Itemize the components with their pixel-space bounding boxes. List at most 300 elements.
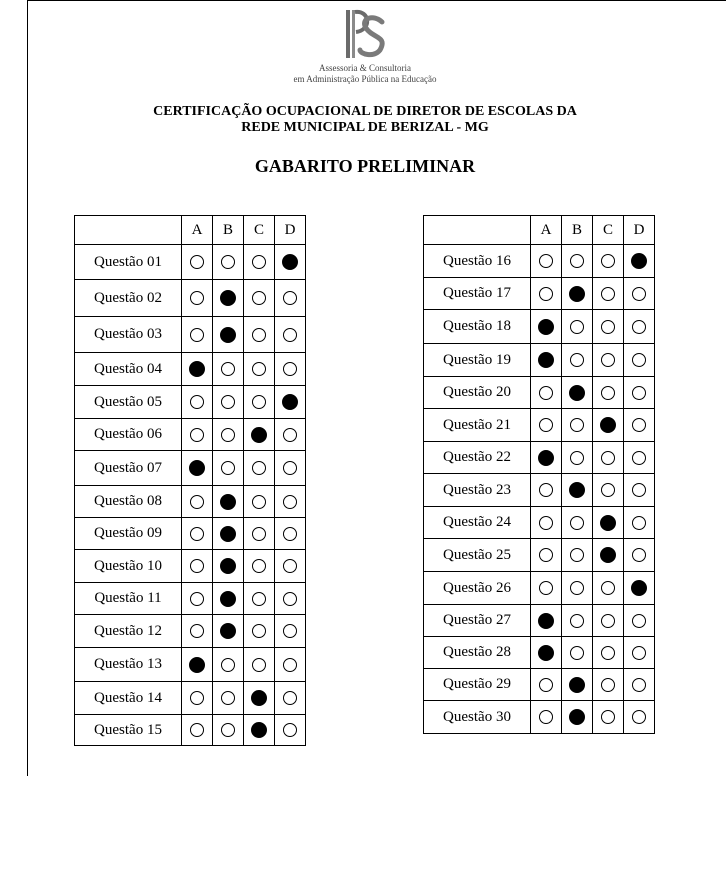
answer-cell-b	[213, 245, 244, 280]
question-label: Questão 14	[75, 682, 182, 715]
question-label: Questão 03	[75, 317, 182, 353]
question-row	[75, 615, 306, 648]
empty-bubble-icon	[570, 516, 584, 530]
filled-bubble-icon	[631, 580, 647, 596]
question-row	[424, 442, 655, 474]
empty-bubble-icon	[570, 614, 584, 628]
question-row	[424, 605, 655, 637]
question-label: Questão 15	[75, 715, 182, 746]
answer-cell-c	[593, 442, 624, 474]
header-blank-cell	[424, 216, 531, 245]
answer-cell-d	[275, 386, 306, 419]
answer-cell-b	[562, 409, 593, 442]
question-row	[75, 245, 306, 280]
question-row	[75, 518, 306, 550]
page-border-left	[27, 0, 28, 776]
question-row	[424, 507, 655, 539]
empty-bubble-icon	[539, 483, 553, 497]
empty-bubble-icon	[221, 723, 235, 737]
empty-bubble-icon	[539, 678, 553, 692]
answer-cell-b	[213, 486, 244, 518]
answer-cell-b	[213, 682, 244, 715]
answer-cell-a	[531, 344, 562, 377]
empty-bubble-icon	[601, 254, 615, 268]
empty-bubble-icon	[570, 646, 584, 660]
question-row	[424, 310, 655, 344]
question-label: Questão 26	[424, 572, 531, 605]
option-header-b: B	[213, 216, 244, 245]
empty-bubble-icon	[190, 691, 204, 705]
answer-cell-c	[244, 317, 275, 353]
question-label: Questão 30	[424, 701, 531, 734]
empty-bubble-icon	[570, 353, 584, 367]
empty-bubble-icon	[632, 678, 646, 692]
question-row	[424, 474, 655, 507]
filled-bubble-icon	[538, 645, 554, 661]
empty-bubble-icon	[221, 658, 235, 672]
empty-bubble-icon	[283, 291, 297, 305]
filled-bubble-icon	[220, 591, 236, 607]
empty-bubble-icon	[632, 710, 646, 724]
answer-cell-b	[213, 317, 244, 353]
answer-cell-d	[275, 451, 306, 486]
answer-table-right	[423, 215, 655, 734]
empty-bubble-icon	[601, 646, 615, 660]
question-row	[424, 409, 655, 442]
empty-bubble-icon	[632, 614, 646, 628]
question-label: Questão 28	[424, 637, 531, 669]
question-label: Questão 25	[424, 539, 531, 572]
answer-cell-b	[213, 451, 244, 486]
logo-line-2: em Administração Pública na Educação	[293, 74, 437, 84]
answer-cell-d	[275, 550, 306, 583]
filled-bubble-icon	[220, 526, 236, 542]
option-header-c: C	[244, 216, 275, 245]
answer-cell-b	[562, 507, 593, 539]
answer-cell-b	[213, 518, 244, 550]
answer-cell-c	[244, 451, 275, 486]
question-label: Questão 07	[75, 451, 182, 486]
question-label: Questão 19	[424, 344, 531, 377]
option-header-b: B	[562, 216, 593, 245]
company-logo	[330, 6, 400, 62]
empty-bubble-icon	[632, 353, 646, 367]
empty-bubble-icon	[252, 495, 266, 509]
option-header-d: D	[624, 216, 655, 245]
answer-cell-d	[275, 245, 306, 280]
answer-cell-b	[562, 442, 593, 474]
answer-cell-a	[531, 605, 562, 637]
empty-bubble-icon	[252, 624, 266, 638]
answer-cell-d	[275, 682, 306, 715]
empty-bubble-icon	[283, 428, 297, 442]
question-label: Questão 11	[75, 583, 182, 615]
answer-cell-d	[275, 715, 306, 746]
answer-cell-c	[244, 486, 275, 518]
filled-bubble-icon	[282, 254, 298, 270]
title-line-2: REDE MUNICIPAL DE BERIZAL - MG	[241, 120, 489, 135]
answer-cell-b	[562, 669, 593, 701]
empty-bubble-icon	[252, 255, 266, 269]
answer-cell-d	[275, 419, 306, 451]
question-label: Questão 13	[75, 648, 182, 682]
answer-cell-a	[531, 310, 562, 344]
answer-cell-d	[624, 605, 655, 637]
empty-bubble-icon	[283, 691, 297, 705]
empty-bubble-icon	[539, 287, 553, 301]
question-row	[75, 550, 306, 583]
answer-cell-b	[562, 605, 593, 637]
question-row	[424, 701, 655, 734]
answer-cell-b	[562, 572, 593, 605]
filled-bubble-icon	[538, 352, 554, 368]
answer-cell-a	[182, 419, 213, 451]
empty-bubble-icon	[601, 451, 615, 465]
filled-bubble-icon	[569, 677, 585, 693]
question-row	[424, 539, 655, 572]
answer-cell-a	[531, 572, 562, 605]
answer-cell-a	[531, 701, 562, 734]
answer-cell-c	[244, 353, 275, 386]
answer-cell-b	[562, 310, 593, 344]
answer-cell-c	[593, 669, 624, 701]
answer-cell-b	[562, 637, 593, 669]
answer-cell-d	[624, 701, 655, 734]
empty-bubble-icon	[252, 658, 266, 672]
empty-bubble-icon	[632, 483, 646, 497]
answer-table-left	[74, 215, 306, 746]
filled-bubble-icon	[569, 709, 585, 725]
filled-bubble-icon	[189, 361, 205, 377]
empty-bubble-icon	[539, 386, 553, 400]
answer-cell-d	[624, 344, 655, 377]
empty-bubble-icon	[570, 418, 584, 432]
empty-bubble-icon	[252, 559, 266, 573]
question-row	[424, 669, 655, 701]
answer-cell-c	[244, 648, 275, 682]
answer-cell-c	[593, 474, 624, 507]
question-row	[75, 353, 306, 386]
answer-cell-c	[244, 280, 275, 317]
empty-bubble-icon	[252, 461, 266, 475]
answer-cell-c	[593, 310, 624, 344]
answer-cell-a	[182, 518, 213, 550]
filled-bubble-icon	[251, 690, 267, 706]
question-label: Questão 04	[75, 353, 182, 386]
filled-bubble-icon	[538, 613, 554, 629]
title-line-1: CERTIFICAÇÃO OCUPACIONAL DE DIRETOR DE ESCOLAS DA	[153, 104, 577, 119]
answer-cell-d	[624, 539, 655, 572]
filled-bubble-icon	[600, 515, 616, 531]
empty-bubble-icon	[539, 418, 553, 432]
filled-bubble-icon	[189, 657, 205, 673]
answer-cell-d	[624, 278, 655, 310]
empty-bubble-icon	[601, 353, 615, 367]
filled-bubble-icon	[569, 385, 585, 401]
empty-bubble-icon	[539, 516, 553, 530]
option-header-d: D	[275, 216, 306, 245]
empty-bubble-icon	[601, 483, 615, 497]
option-header-c: C	[593, 216, 624, 245]
answer-cell-a	[531, 507, 562, 539]
answer-cell-b	[213, 386, 244, 419]
empty-bubble-icon	[601, 386, 615, 400]
filled-bubble-icon	[220, 623, 236, 639]
answer-cell-a	[182, 386, 213, 419]
answer-cell-c	[593, 605, 624, 637]
question-label: Questão 09	[75, 518, 182, 550]
question-label: Questão 01	[75, 245, 182, 280]
answer-cell-a	[531, 245, 562, 278]
question-label: Questão 12	[75, 615, 182, 648]
answer-cell-a	[531, 669, 562, 701]
question-label: Questão 23	[424, 474, 531, 507]
empty-bubble-icon	[601, 614, 615, 628]
empty-bubble-icon	[283, 461, 297, 475]
answer-cell-d	[275, 518, 306, 550]
answer-cell-b	[562, 245, 593, 278]
question-row	[424, 344, 655, 377]
answer-cell-a	[182, 648, 213, 682]
question-row	[75, 648, 306, 682]
empty-bubble-icon	[252, 362, 266, 376]
empty-bubble-icon	[221, 362, 235, 376]
filled-bubble-icon	[631, 253, 647, 269]
empty-bubble-icon	[632, 646, 646, 660]
answer-cell-d	[624, 637, 655, 669]
empty-bubble-icon	[190, 495, 204, 509]
empty-bubble-icon	[570, 581, 584, 595]
answer-cell-c	[593, 245, 624, 278]
question-label: Questão 02	[75, 280, 182, 317]
filled-bubble-icon	[538, 450, 554, 466]
table-header-row	[424, 216, 655, 245]
page-border-top	[27, 0, 726, 1]
answer-cell-b	[562, 344, 593, 377]
answer-cell-a	[531, 539, 562, 572]
empty-bubble-icon	[221, 428, 235, 442]
option-header-a: A	[531, 216, 562, 245]
answer-cell-c	[244, 682, 275, 715]
answer-cell-a	[182, 682, 213, 715]
document-title	[60, 104, 670, 136]
empty-bubble-icon	[190, 291, 204, 305]
answer-cell-a	[182, 280, 213, 317]
answer-cell-a	[182, 550, 213, 583]
filled-bubble-icon	[220, 290, 236, 306]
answer-cell-d	[275, 317, 306, 353]
option-header-a: A	[182, 216, 213, 245]
empty-bubble-icon	[190, 624, 204, 638]
answer-cell-b	[213, 648, 244, 682]
question-row	[424, 637, 655, 669]
empty-bubble-icon	[190, 428, 204, 442]
empty-bubble-icon	[283, 592, 297, 606]
answer-cell-d	[275, 648, 306, 682]
question-row	[75, 486, 306, 518]
empty-bubble-icon	[601, 710, 615, 724]
empty-bubble-icon	[632, 548, 646, 562]
answer-cell-b	[213, 583, 244, 615]
answer-cell-d	[624, 669, 655, 701]
question-label: Questão 17	[424, 278, 531, 310]
question-row	[75, 451, 306, 486]
logo-line-1: Assessoria & Consultoria	[319, 63, 411, 73]
empty-bubble-icon	[570, 254, 584, 268]
question-row	[75, 715, 306, 746]
empty-bubble-icon	[283, 658, 297, 672]
answer-cell-b	[562, 278, 593, 310]
answer-cell-d	[275, 615, 306, 648]
answer-cell-d	[275, 583, 306, 615]
answer-cell-d	[275, 280, 306, 317]
answer-cell-a	[531, 377, 562, 409]
empty-bubble-icon	[190, 395, 204, 409]
answer-cell-c	[593, 572, 624, 605]
answer-cell-d	[624, 507, 655, 539]
filled-bubble-icon	[220, 494, 236, 510]
empty-bubble-icon	[539, 581, 553, 595]
answer-cell-b	[213, 280, 244, 317]
answer-cell-a	[182, 245, 213, 280]
empty-bubble-icon	[283, 328, 297, 342]
answer-cell-c	[244, 245, 275, 280]
empty-bubble-icon	[632, 287, 646, 301]
filled-bubble-icon	[282, 394, 298, 410]
empty-bubble-icon	[632, 418, 646, 432]
question-label: Questão 16	[424, 245, 531, 278]
answer-cell-c	[244, 518, 275, 550]
answer-cell-a	[531, 442, 562, 474]
answer-cell-a	[182, 353, 213, 386]
empty-bubble-icon	[252, 328, 266, 342]
empty-bubble-icon	[252, 395, 266, 409]
question-row	[75, 419, 306, 451]
answer-cell-b	[562, 701, 593, 734]
empty-bubble-icon	[632, 451, 646, 465]
table-header-row	[75, 216, 306, 245]
empty-bubble-icon	[632, 320, 646, 334]
empty-bubble-icon	[283, 624, 297, 638]
answer-cell-a	[182, 715, 213, 746]
answer-cell-c	[593, 344, 624, 377]
empty-bubble-icon	[601, 287, 615, 301]
answer-cell-c	[593, 409, 624, 442]
empty-bubble-icon	[601, 678, 615, 692]
question-row	[424, 278, 655, 310]
answer-cell-d	[624, 310, 655, 344]
answer-cell-a	[531, 637, 562, 669]
answer-cell-a	[531, 474, 562, 507]
answer-cell-d	[624, 377, 655, 409]
filled-bubble-icon	[569, 482, 585, 498]
answer-cell-a	[531, 409, 562, 442]
question-row	[75, 317, 306, 353]
question-row	[424, 377, 655, 409]
answer-cell-c	[244, 386, 275, 419]
filled-bubble-icon	[220, 558, 236, 574]
filled-bubble-icon	[251, 722, 267, 738]
empty-bubble-icon	[190, 255, 204, 269]
empty-bubble-icon	[539, 710, 553, 724]
question-label: Questão 08	[75, 486, 182, 518]
answer-cell-c	[593, 278, 624, 310]
question-label: Questão 24	[424, 507, 531, 539]
question-label: Questão 21	[424, 409, 531, 442]
empty-bubble-icon	[283, 723, 297, 737]
empty-bubble-icon	[570, 451, 584, 465]
empty-bubble-icon	[632, 516, 646, 530]
answer-cell-c	[593, 539, 624, 572]
question-row	[75, 682, 306, 715]
question-label: Questão 10	[75, 550, 182, 583]
answer-cell-a	[182, 317, 213, 353]
empty-bubble-icon	[221, 255, 235, 269]
answer-cell-c	[593, 377, 624, 409]
answer-cell-c	[593, 507, 624, 539]
empty-bubble-icon	[190, 592, 204, 606]
answer-cell-d	[624, 245, 655, 278]
filled-bubble-icon	[189, 460, 205, 476]
empty-bubble-icon	[601, 320, 615, 334]
answer-cell-d	[275, 353, 306, 386]
answer-cell-b	[213, 715, 244, 746]
filled-bubble-icon	[569, 286, 585, 302]
answer-cell-c	[244, 583, 275, 615]
question-label: Questão 20	[424, 377, 531, 409]
answer-cell-a	[182, 486, 213, 518]
empty-bubble-icon	[283, 362, 297, 376]
answer-cell-d	[624, 409, 655, 442]
question-row	[75, 280, 306, 317]
question-label: Questão 18	[424, 310, 531, 344]
empty-bubble-icon	[283, 527, 297, 541]
question-label: Questão 06	[75, 419, 182, 451]
empty-bubble-icon	[601, 581, 615, 595]
answer-cell-d	[624, 474, 655, 507]
empty-bubble-icon	[221, 691, 235, 705]
filled-bubble-icon	[538, 319, 554, 335]
answer-cell-c	[593, 701, 624, 734]
answer-cell-b	[562, 377, 593, 409]
filled-bubble-icon	[251, 427, 267, 443]
question-row	[424, 572, 655, 605]
answer-cell-c	[244, 615, 275, 648]
question-label: Questão 29	[424, 669, 531, 701]
answer-cell-b	[562, 539, 593, 572]
empty-bubble-icon	[570, 320, 584, 334]
empty-bubble-icon	[570, 548, 584, 562]
answer-cell-c	[244, 550, 275, 583]
empty-bubble-icon	[190, 328, 204, 342]
answer-cell-a	[182, 615, 213, 648]
empty-bubble-icon	[539, 548, 553, 562]
answer-cell-b	[213, 419, 244, 451]
empty-bubble-icon	[221, 395, 235, 409]
answer-cell-a	[531, 278, 562, 310]
logo-caption	[240, 63, 490, 85]
filled-bubble-icon	[600, 547, 616, 563]
empty-bubble-icon	[221, 461, 235, 475]
answer-cell-c	[244, 715, 275, 746]
question-label: Questão 05	[75, 386, 182, 419]
answer-cell-c	[593, 637, 624, 669]
answer-cell-c	[244, 419, 275, 451]
empty-bubble-icon	[283, 559, 297, 573]
empty-bubble-icon	[190, 559, 204, 573]
answer-cell-b	[213, 615, 244, 648]
header-blank-cell	[75, 216, 182, 245]
